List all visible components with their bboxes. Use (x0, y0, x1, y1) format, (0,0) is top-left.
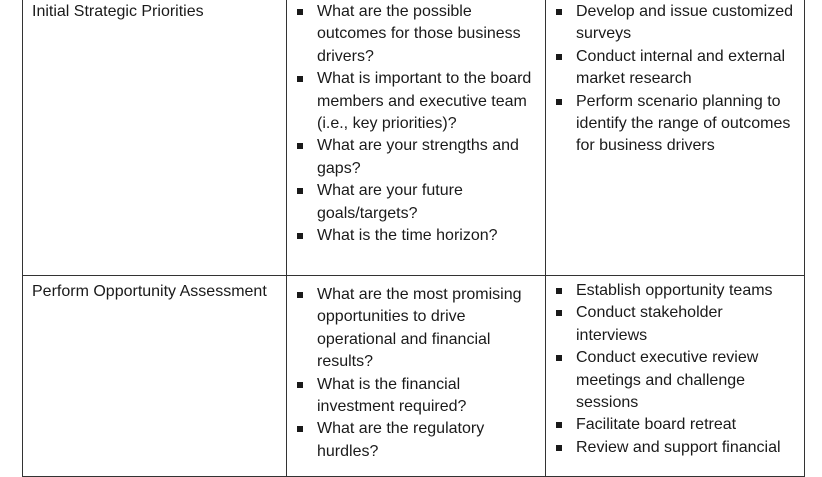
square-bullet-icon (556, 445, 562, 451)
activity-text: Develop and issue customized surveys (576, 3, 794, 43)
list-item (297, 225, 539, 247)
question-text: What are the possible outcomes for those business drivers? (317, 3, 521, 65)
question-text: What are your strengths and gaps? (317, 137, 519, 177)
square-bullet-icon (297, 426, 303, 432)
square-bullet-icon (556, 355, 562, 361)
questions-list (287, 0, 545, 247)
list-item (556, 46, 798, 91)
list-item (556, 437, 798, 459)
square-bullet-icon (556, 54, 562, 60)
square-bullet-icon (297, 76, 303, 82)
stage-label: Perform Opportunity Assessment (32, 283, 267, 300)
list-item (297, 374, 539, 419)
questions-cell (287, 0, 546, 276)
list-item (297, 284, 539, 374)
activity-text: Review and support financial (576, 438, 781, 456)
square-bullet-icon (556, 99, 562, 105)
list-item (297, 180, 539, 225)
activity-text: Facilitate board retreat (576, 416, 737, 434)
question-text: What are the most promising opportunities to drive operational and financial results? (317, 286, 522, 371)
square-bullet-icon (297, 9, 303, 15)
list-item (297, 68, 539, 135)
list-item (556, 1, 798, 46)
table-row (23, 276, 805, 477)
stage-cell (23, 0, 287, 276)
stage-label: Initial Strategic Priorities (32, 3, 204, 20)
activities-list (546, 276, 804, 459)
square-bullet-icon (556, 288, 562, 294)
table-row (23, 0, 805, 276)
strategy-table (22, 0, 805, 477)
list-item (556, 302, 798, 347)
square-bullet-icon (556, 9, 562, 15)
stage-cell (23, 276, 287, 477)
square-bullet-icon (556, 422, 562, 428)
list-item (556, 414, 798, 436)
activity-text: Conduct internal and external market research (576, 47, 786, 88)
question-text: What are your future goals/targets? (317, 182, 463, 222)
question-text: What are the regulatory hurdles? (317, 420, 485, 460)
activity-text: Perform scenario planning to identify the range of outcomes for business drivers (576, 92, 791, 155)
questions-list (287, 276, 545, 463)
list-item (297, 418, 539, 463)
questions-cell (287, 276, 546, 477)
square-bullet-icon (556, 310, 562, 316)
activities-cell (546, 0, 805, 276)
question-text: What is important to the board members and executive team (i.e., key priorities)? (317, 70, 532, 133)
list-item (556, 91, 798, 158)
square-bullet-icon (297, 188, 303, 194)
question-text: What is the financial investment required? (317, 375, 467, 416)
list-item (297, 1, 539, 68)
activities-cell (546, 276, 805, 477)
activity-text: Establish opportunity teams (576, 282, 773, 299)
square-bullet-icon (297, 382, 303, 388)
list-item (556, 347, 798, 414)
square-bullet-icon (297, 292, 303, 298)
question-text: What is the time horizon? (317, 227, 498, 245)
square-bullet-icon (297, 233, 303, 239)
activities-list (546, 0, 804, 158)
activity-text: Conduct executive review meetings and challenge sessions (576, 349, 759, 412)
list-item (556, 280, 798, 302)
square-bullet-icon (297, 143, 303, 149)
activity-text: Conduct stakeholder interviews (576, 304, 723, 344)
list-item (297, 135, 539, 180)
